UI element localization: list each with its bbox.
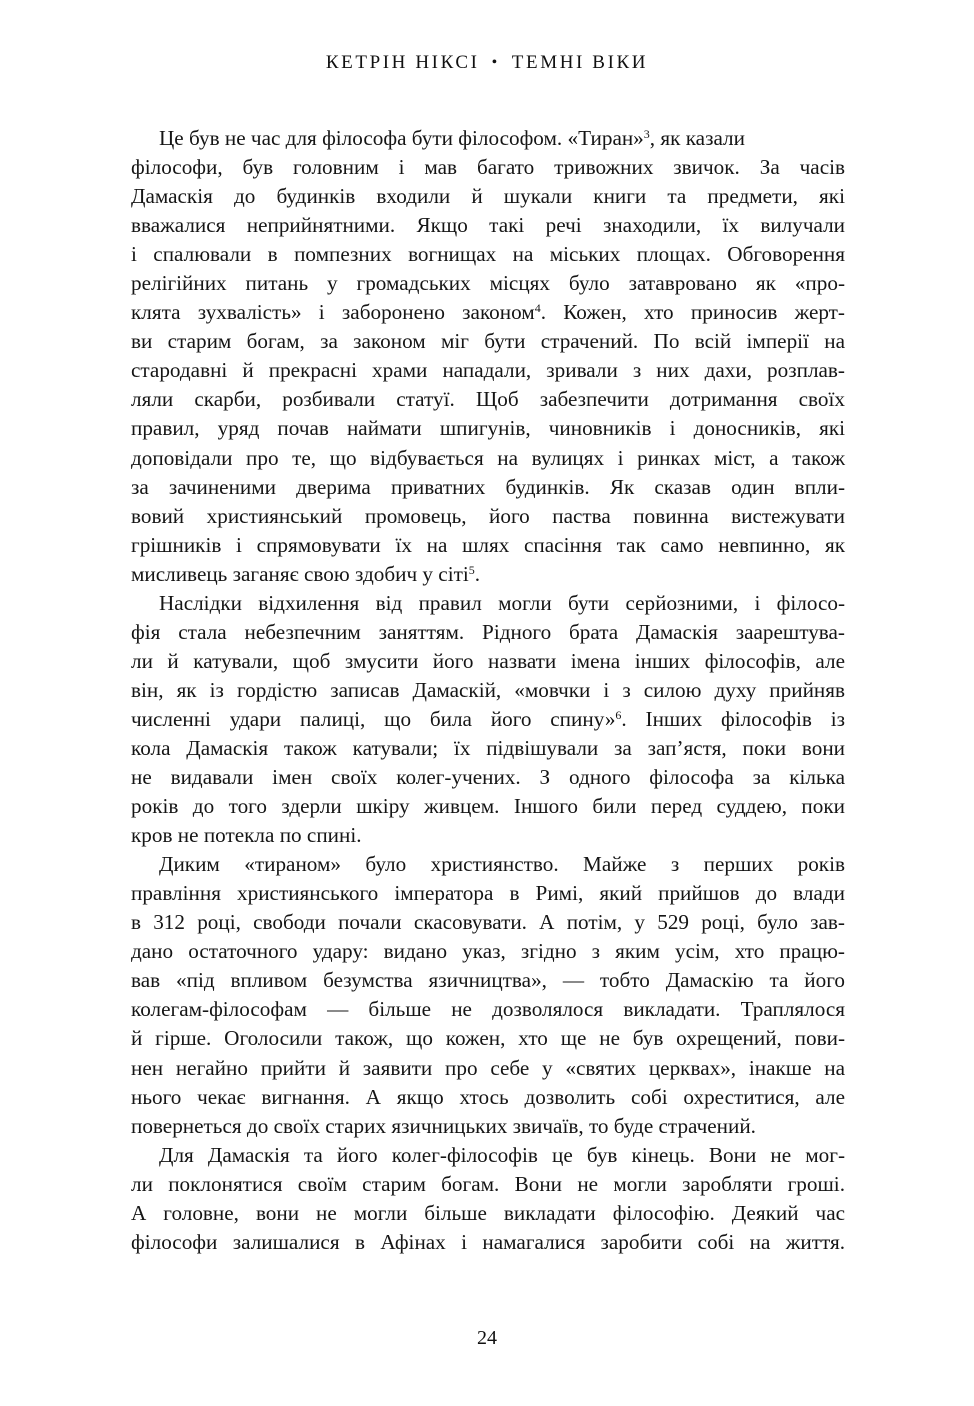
line-text: Наслідки відхилення від правил могли бути серйозними, і філосо-	[159, 590, 845, 615]
text-line	[131, 647, 845, 676]
paragraph	[131, 124, 845, 589]
text-line	[131, 153, 845, 182]
text-line	[131, 618, 845, 647]
line-text: Це був не час для філософа бути філософом. «Тиран»	[159, 126, 644, 150]
line-text: грішників і спрямовувати їх на шлях спасіння так само невпинно, як	[131, 532, 845, 557]
line-text: ли й катували, щоб змусити його назвати імена інших філософів, але	[131, 648, 845, 673]
line-text: колегам-філософам — більше не дозволялося викладати. Траплялося	[131, 997, 845, 1022]
text-line	[131, 821, 845, 850]
line-text: А головне, вони не могли більше викладати філософію. Деякий час	[131, 1200, 845, 1225]
header-book-title: ТЕМНІ ВІКИ	[511, 52, 649, 73]
text-line	[131, 502, 845, 531]
text-line	[131, 240, 845, 269]
text-line	[131, 444, 845, 473]
line-text: релігійних питань у громадських місцях було затавровано як «про-	[131, 271, 845, 296]
body-text	[131, 124, 845, 1257]
text-line	[131, 1024, 845, 1053]
text-line	[131, 1170, 845, 1199]
text-line	[131, 385, 845, 414]
line-text: Дамаскія до будинків входили й шукали книги та предмети, які	[131, 184, 845, 209]
line-text: вав «під впливом безумства язичництва», — тобто Дамаскію та його	[131, 968, 845, 993]
text-line	[131, 792, 845, 821]
line-text: мисливець заганяє свою здобич у сіті	[131, 561, 469, 586]
running-header	[0, 52, 974, 74]
line-text-after-footnote: , як казали	[649, 126, 745, 150]
text-line	[131, 1228, 845, 1257]
line-text: ли поклонятися своїм старим богам. Вони не могли заробляти гроші.	[131, 1171, 845, 1196]
text-line	[131, 531, 845, 560]
text-line	[131, 850, 845, 879]
text-line	[131, 908, 845, 937]
header-separator-dot: •	[491, 54, 500, 71]
line-text: в 312 році, свободи почали скасовувати. А потім, у 529 році, було зав-	[131, 910, 845, 935]
line-text: Диким «тираном» було християнство. Майже з перших років	[159, 852, 845, 877]
text-line	[131, 356, 845, 385]
line-text: філософи залишалися в Афінах і намагалися заробити собі на життя.	[131, 1229, 845, 1254]
line-text: вважалися неприйнятними. Якщо такі речі знаходили, їх вилучали	[131, 213, 845, 238]
line-text: клята зухвалість» і заборонено законом	[131, 300, 535, 325]
page-number: 24	[477, 1327, 497, 1349]
line-text: правління християнського імператора в Римі, який прийшов до влади	[131, 881, 845, 906]
text-line	[131, 937, 845, 966]
line-text: численні удари палиці, що била його спину»	[131, 706, 616, 731]
text-line	[131, 560, 845, 589]
text-line	[131, 589, 845, 618]
text-line	[131, 269, 845, 298]
line-text: ляли скарби, розбивали статуї. Щоб забезпечити дотримання своїх	[131, 387, 845, 412]
line-text: Для Дамаскія та його колег-філософів це був кінець. Вони не мог-	[159, 1142, 845, 1167]
line-text-after-footnote: .	[474, 561, 481, 586]
text-line	[131, 1054, 845, 1083]
line-text: кола Дамаскія також катували; їх підвішували за зап’ястя, поки вони	[131, 735, 845, 760]
text-line	[131, 966, 845, 995]
text-line	[131, 211, 845, 240]
line-text: стародавні й прекрасні храми нападали, зривали з них дахи, розплав-	[131, 358, 845, 383]
text-line	[131, 1083, 845, 1112]
line-text: дано остаточного удару: видано указ, згідно з яким усім, хто працю-	[131, 939, 845, 964]
footnote-marker[interactable]: 6	[615, 707, 622, 722]
footnote-marker[interactable]: 4	[534, 301, 541, 316]
line-text-after-footnote: . Інших філософів із	[621, 706, 845, 731]
line-text: доповідали про те, що відбувається на вулицях і ринках міст, а також	[131, 445, 845, 470]
text-line	[131, 879, 845, 908]
footnote-marker[interactable]: 5	[468, 562, 475, 577]
line-text: кров не потекла по спині.	[131, 823, 362, 848]
line-text: вовий християнський промовець, його паства повинна вистежувати	[131, 503, 845, 528]
paragraph	[131, 589, 845, 850]
line-text: й гірше. Оголосили також, що кожен, хто ще не був охрещений, пови-	[131, 1026, 845, 1051]
text-line	[131, 705, 845, 734]
line-text: повернеться до своїх старих язичницьких звичаїв, то буде страчений.	[131, 1113, 756, 1138]
text-line	[131, 1112, 845, 1141]
line-text: не видавали імен своїх колег-учених. З одного філософа за кілька	[131, 765, 845, 790]
line-text: філософи, був головним і мав багато тривожних звичок. За часів	[131, 155, 845, 180]
text-line	[131, 676, 845, 705]
text-line	[131, 1141, 845, 1170]
text-line	[131, 1199, 845, 1228]
text-line	[131, 124, 845, 153]
line-text: і спалювали в помпезних вогнищах на міських площах. Обговорення	[131, 242, 845, 267]
text-line	[131, 414, 845, 443]
line-text: фія стала небезпечним заняттям. Рідного брата Дамаскія заарештува-	[131, 619, 845, 644]
line-text: нен негайно прийти й заявити про себе у «святих церквах», інакше на	[131, 1055, 845, 1080]
text-line	[131, 182, 845, 211]
line-text: років до того здерли шкіру живцем. Іншого били перед суддею, поки	[131, 794, 845, 819]
line-text: за зачиненими дверима приватних будинків. Як сказав один впли-	[131, 474, 845, 499]
footnote-marker[interactable]: 3	[643, 127, 650, 141]
line-text: правил, уряд почав наймати шпигунів, чиновників і доносників, які	[131, 416, 845, 441]
paragraph	[131, 1141, 845, 1257]
paragraph	[131, 850, 845, 1140]
text-line	[131, 327, 845, 356]
line-text-after-footnote: . Кожен, хто приносив жерт-	[540, 300, 845, 325]
line-text: ви старим богам, за законом міг бути страчений. По всій імперії на	[131, 329, 845, 354]
text-line	[131, 473, 845, 502]
line-text: він, як із гордістю записав Дамаскій, «мовчки і з силою духу прийняв	[131, 677, 845, 702]
line-text: нього чекає вигнання. А якщо хтось дозволить собі охреститися, але	[131, 1084, 845, 1109]
header-author: КЕТРІН НІКСІ	[325, 52, 480, 73]
text-line	[131, 734, 845, 763]
text-line	[131, 763, 845, 792]
text-line	[131, 995, 845, 1024]
text-line	[131, 298, 845, 327]
